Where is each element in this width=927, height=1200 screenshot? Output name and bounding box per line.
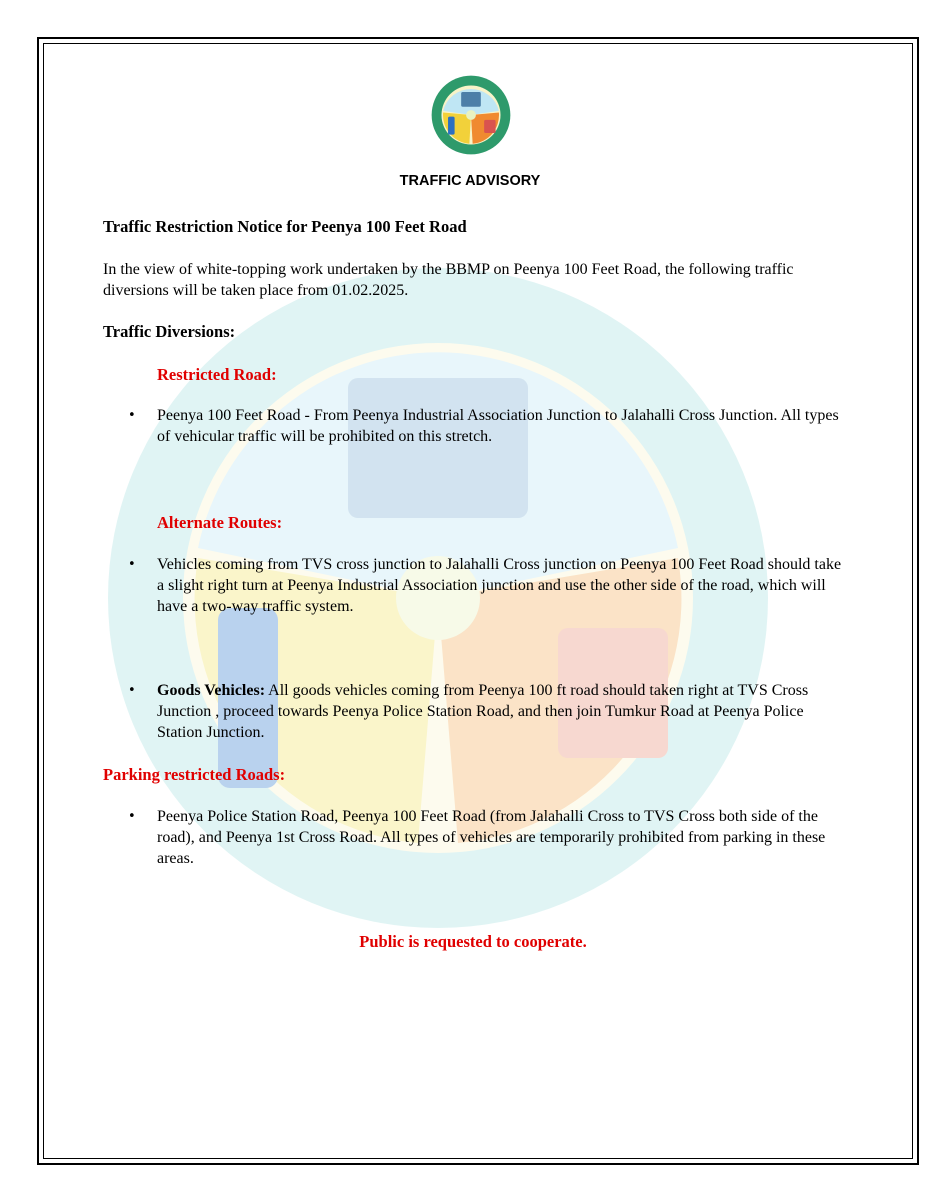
intro-paragraph: In the view of white-topping work undertaken by the BBMP on Peenya 100 Feet Road, the following traffic diversions will be taken place from 01.02.2025. (103, 261, 794, 299)
closing-statement: Public is requested to cooperate. (359, 932, 587, 951)
advisory-title: TRAFFIC ADVISORY (399, 173, 541, 189)
parking-restricted-item: • Peenya Police Station Road, Peenya 100 Feet Road (from Jalahalli Cross to TVS Cross both side of the road), and Peenya 1st Cross Road. All types of vehicles are temporarily prohibited from parking in these areas. (157, 806, 847, 869)
parking-restricted-heading: Parking restricted Roads: (103, 765, 286, 784)
restricted-road-item: • Peenya 100 Feet Road - From Peenya Industrial Association Junction to Jalahalli Cross Junction. All types of vehicular traffic will be prohibited on this stretch. (157, 405, 847, 447)
diversions-heading: Traffic Diversions: (103, 322, 236, 341)
goods-vehicles-item (157, 680, 847, 743)
alternate-routes-heading: Alternate Routes: (157, 513, 283, 532)
goods-vehicles-text: All goods vehicles coming from Peenya 100 ft road should taken right at TVS Cross Junction , proceed towards Peenya Police Station Road, and then join Tumkur Road at Peenya Police Station Junction. (157, 682, 809, 741)
notice-title: Traffic Restriction Notice for Peenya 100 Feet Road (103, 217, 467, 236)
alternate-route-item: • Vehicles coming from TVS cross junction to Jalahalli Cross junction on Peenya 100 Feet Road should take a slight right turn at Peenya Industrial Association junction and use the other side of the road, which will have a two-way traffic system. (157, 554, 847, 617)
restricted-road-heading: Restricted Road: (157, 365, 277, 384)
goods-vehicles-label: Goods Vehicles: (157, 682, 266, 699)
